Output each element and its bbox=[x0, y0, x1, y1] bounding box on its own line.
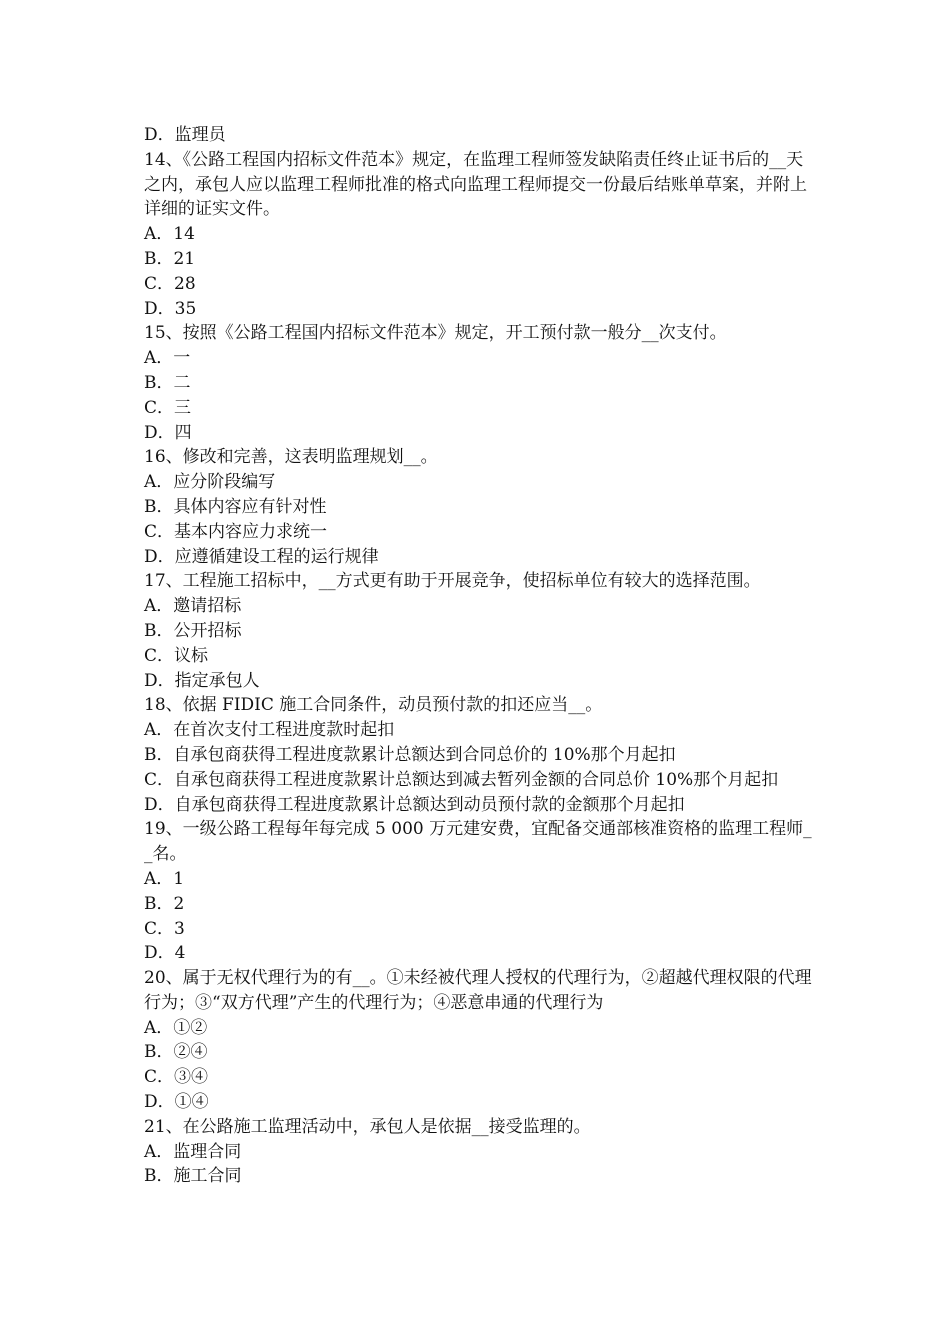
option-line: C．3 bbox=[144, 918, 185, 939]
option-line: B．二 bbox=[144, 372, 191, 393]
question-stem: 15、按照《公路工程国内招标文件范本》规定，开工预付款一般分__次支付。 bbox=[144, 323, 727, 344]
option-line: B．2 bbox=[144, 893, 185, 914]
option-line: C．议标 bbox=[144, 645, 209, 666]
option-line: D．①④ bbox=[144, 1092, 209, 1113]
document-page bbox=[144, 123, 812, 1189]
question-20 bbox=[144, 966, 812, 1115]
question-stem: 18、依据 FIDIC 施工合同条件，动员预付款的扣还应当__。 bbox=[144, 695, 603, 716]
question-stem: 20、属于无权代理行为的有__。①未经被代理人授权的代理行为，②超越代理权限的代理行为；③“双方代理”产生的代理行为；④恶意串通的代理行为 bbox=[144, 968, 812, 1013]
option-line: B．公开招标 bbox=[144, 620, 242, 641]
option-line: B．施工合同 bbox=[144, 1166, 242, 1187]
question-19 bbox=[144, 817, 812, 966]
option-line: D．4 bbox=[144, 943, 186, 964]
option-line: A．1 bbox=[144, 868, 185, 889]
question-17 bbox=[144, 569, 812, 693]
option-line: B．具体内容应有针对性 bbox=[144, 496, 327, 517]
option-line: A．在首次支付工程进度款时起扣 bbox=[144, 720, 395, 741]
option-line: D．35 bbox=[144, 298, 197, 319]
option-line: C．③④ bbox=[144, 1067, 209, 1088]
question-stem: 14、《公路工程国内招标文件范本》规定，在监理工程师签发缺陷责任终止证书后的__天之内，承包人应以监理工程师批准的格式向监理工程师提交一份最后结账单草案，并附上详细的证实文件。 bbox=[144, 149, 807, 220]
option-line: D．自承包商获得工程进度款累计总额达到动员预付款的金额那个月起扣 bbox=[144, 794, 685, 815]
option-line: A．14 bbox=[144, 224, 195, 245]
option-line: A．①② bbox=[144, 1017, 208, 1038]
question-stem: 16、修改和完善，这表明监理规划__。 bbox=[144, 447, 438, 468]
question-stem: 19、一级公路工程每年每完成 5 000 万元建安费，宜配备交通部核准资格的监理工程师__名。 bbox=[144, 819, 812, 865]
question-stem: 17、工程施工招标中，__方式更有助于开展竞争，使招标单位有较大的选择范围。 bbox=[144, 571, 761, 592]
option-line: C．三 bbox=[144, 397, 192, 418]
option-line: D．监理员 bbox=[144, 125, 226, 145]
option-line: D．四 bbox=[144, 422, 192, 443]
option-line: C．自承包商获得工程进度款累计总额达到减去暂列金额的合同总价 10%那个月起扣 bbox=[144, 769, 779, 790]
option-line: D．应遵循建设工程的运行规律 bbox=[144, 546, 379, 567]
question-15 bbox=[144, 321, 812, 445]
option-line: B．自承包商获得工程进度款累计总额达到合同总价的 10%那个月起扣 bbox=[144, 744, 676, 765]
option-line: C．基本内容应力求统一 bbox=[144, 521, 328, 542]
option-line: C．28 bbox=[144, 273, 196, 294]
option-line: A．一 bbox=[144, 348, 191, 369]
option-line: A．监理合同 bbox=[144, 1141, 242, 1162]
option-line: A．应分阶段编写 bbox=[144, 472, 276, 493]
question-14 bbox=[144, 148, 812, 322]
question-stem: 21、在公路施工监理活动中，承包人是依据__接受监理的。 bbox=[144, 1116, 591, 1137]
question-21 bbox=[144, 1115, 812, 1189]
option-line: D．指定承包人 bbox=[144, 670, 260, 691]
question-18 bbox=[144, 693, 812, 817]
question-16 bbox=[144, 445, 812, 569]
option-line: B．21 bbox=[144, 248, 196, 269]
option-line: B．②④ bbox=[144, 1042, 208, 1063]
option-line: A．邀请招标 bbox=[144, 596, 242, 617]
